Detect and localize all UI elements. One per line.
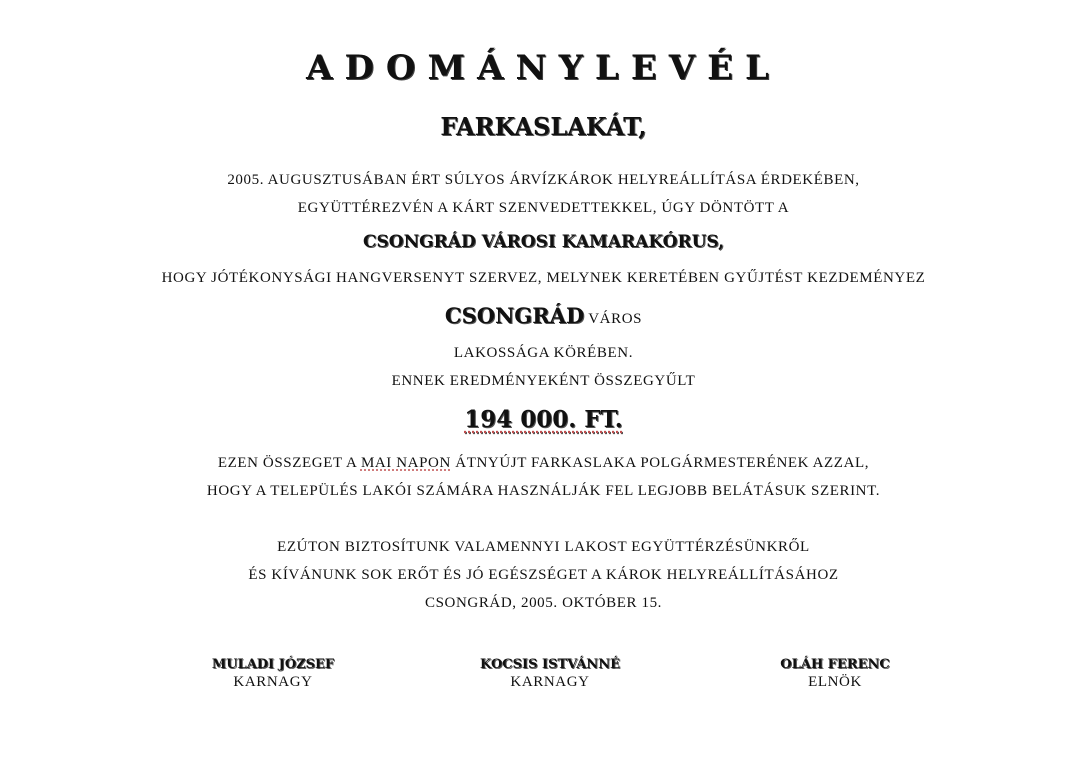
city-name: CSONGRÁD: [444, 303, 585, 328]
body-line-2: EGYÜTTÉREZVÉN A KÁRT SZENVEDETTEKKEL, ÚGY DÖNTÖTT A: [297, 200, 790, 216]
signatory-name: KOCSIS ISTVÁNNÉ: [480, 657, 620, 672]
signatory-role: KARNAGY: [233, 674, 313, 690]
signatory-name: MULADI JÓZSEF: [211, 657, 335, 672]
body-line-6-part-b: MAI NAPON: [360, 455, 451, 471]
amount-heading: [0, 406, 1087, 433]
city-heading: [0, 303, 1087, 328]
recipient-heading: FARKASLAKÁT,: [440, 112, 647, 141]
signatory-1: [163, 657, 383, 691]
amount-value: 194 000. FT.: [464, 406, 623, 433]
body-line-6-part-c: ÁTNYÚJT FARKASLAKA POLGÁRMESTERÉNEK AZZAL,: [450, 455, 870, 471]
body-line-6-part-a: EZEN ÖSSZEGET A: [217, 455, 361, 471]
body-line-5: ENNEK EREDMÉNYEKÉNT ÖSSZEGYŰLT: [391, 373, 696, 389]
signatory-2: [440, 657, 660, 691]
signatory-role: ELNÖK: [808, 674, 862, 690]
document-title: ADOMÁNYLEVÉL: [306, 48, 781, 88]
signatory-3: [725, 657, 945, 691]
body-line-6: [0, 455, 1087, 472]
body-line-7: HOGY A TELEPÜLÉS LAKÓI SZÁMÁRA HASZNÁLJÁK FEL LEGJOBB BELÁTÁSUK SZERINT.: [206, 483, 881, 499]
body-line-9: ÉS KÍVÁNUNK SOK ERŐT ÉS JÓ EGÉSZSÉGET A KÁROK HELYREÁLLÍTÁSÁHOZ: [248, 567, 839, 583]
signatory-name: OLÁH FERENC: [780, 657, 890, 672]
body-line-4: LAKOSSÁGA KÖRÉBEN.: [453, 345, 634, 361]
city-suffix: VÁROS: [584, 311, 643, 327]
body-line-8: EZÚTON BIZTOSÍTUNK VALAMENNYI LAKOST EGYÜTTÉRZÉSÜNKRŐL: [277, 539, 810, 555]
choir-heading: CSONGRÁD VÁROSI KAMARAKÓRUS,: [362, 232, 725, 252]
body-line-1: 2005. AUGUSZTUSÁBAN ÉRT SÚLYOS ÁRVÍZKÁROK HELYREÁLLÍTÁSA ÉRDEKÉBEN,: [227, 172, 860, 188]
signatory-role: KARNAGY: [510, 674, 590, 690]
body-line-3: HOGY JÓTÉKONYSÁGI HANGVERSENYT SZERVEZ, MELYNEK KERETÉBEN GYŰJTÉST KEZDEMÉNYEZ: [161, 270, 926, 286]
place-date: CSONGRÁD, 2005. OKTÓBER 15.: [424, 595, 663, 611]
